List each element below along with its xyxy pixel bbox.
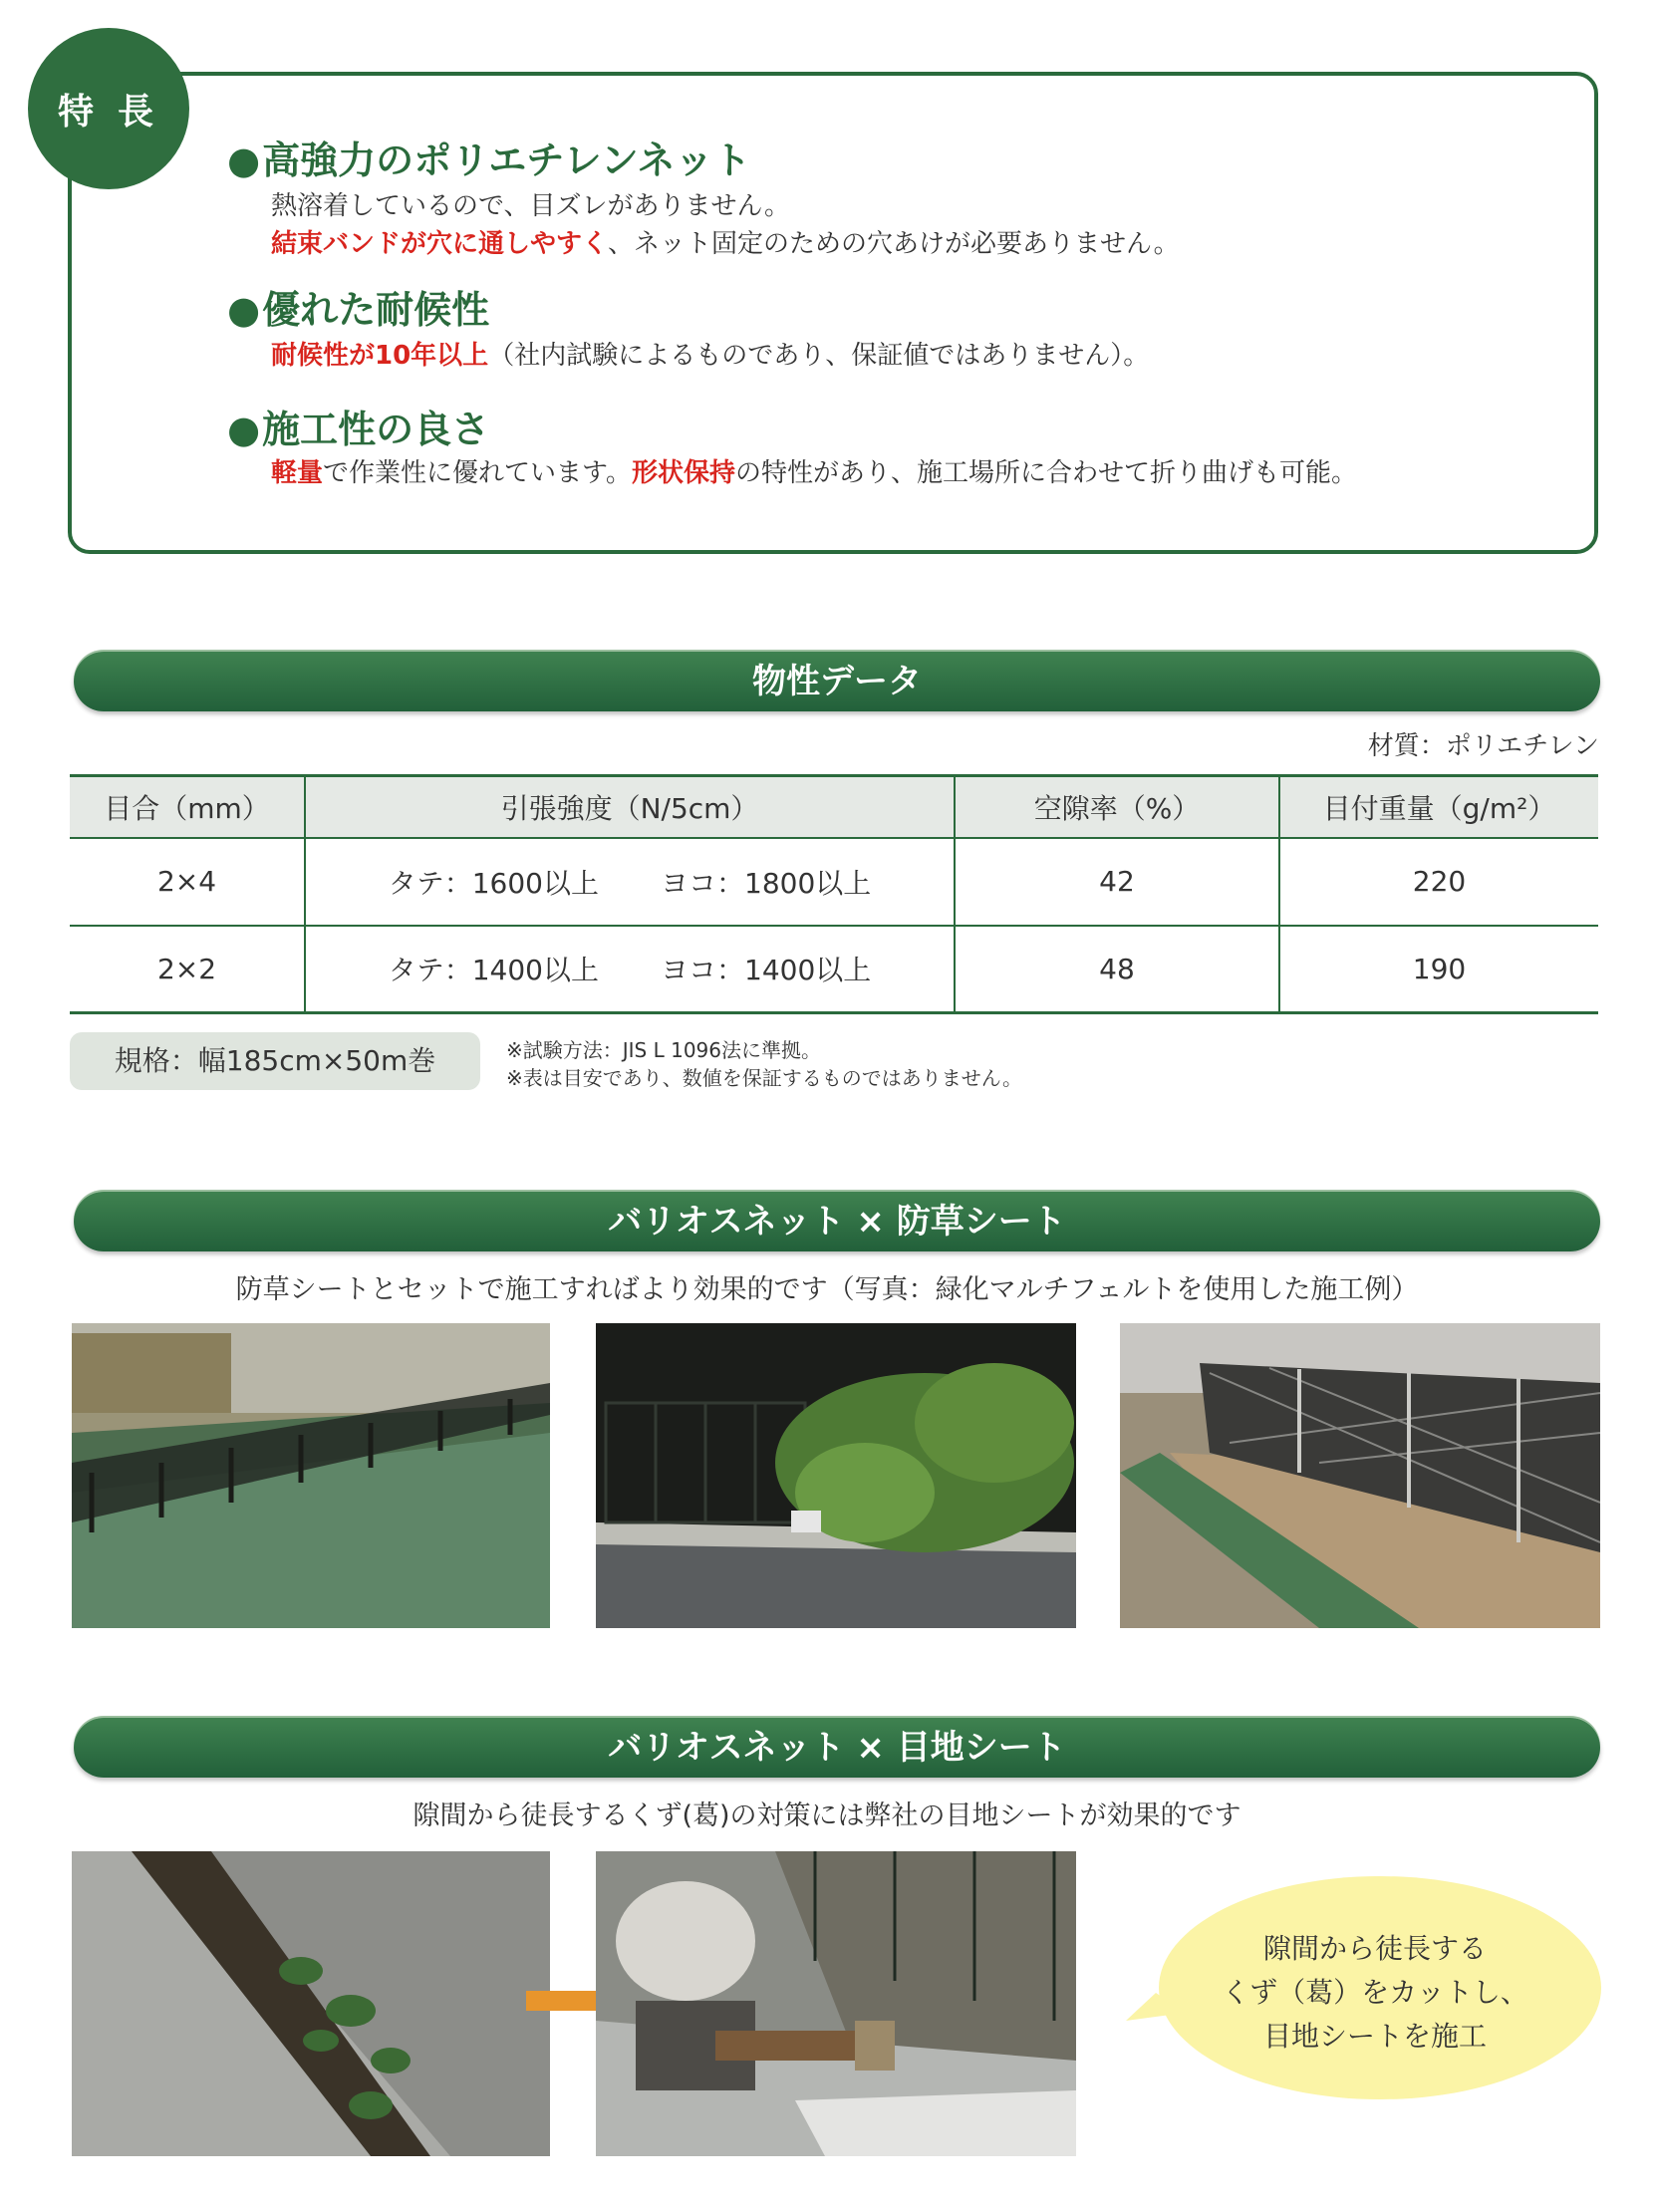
header-porosity: 空隙率（%） xyxy=(955,776,1279,838)
bubble-line-2: くず（葛）をカットし、 xyxy=(1222,1976,1528,2009)
header-weight: 目付重量（g/m²） xyxy=(1279,776,1598,838)
bullet-icon: ● xyxy=(227,288,261,332)
feature-title-workability: ●施工性の良さ xyxy=(227,408,490,451)
header-mesh: 目合（mm） xyxy=(104,791,270,825)
spec-pill: 規格：幅185cm×50m巻 xyxy=(70,1032,480,1090)
table-row xyxy=(70,838,1598,926)
weed-sheet-banner: バリオスネット × 防草シート xyxy=(74,1192,1600,1251)
feature-title-weather: ●優れた耐候性 xyxy=(227,288,490,332)
cell-weight: 190 xyxy=(1279,926,1598,1013)
feature-strength-line2: 結束バンドが穴に通しやすく、ネット固定のための穴あけが必要ありません。 xyxy=(271,229,1180,259)
note-disclaimer: ※表は目安であり、数値を保証するものではありません。 xyxy=(506,1066,1022,1090)
properties-table xyxy=(70,774,1598,1014)
cell-tensile: タテ：1600以上 ヨコ：1800以上 xyxy=(305,838,955,926)
feature-title-strength: ●高強力のポリエチレンネット xyxy=(227,138,751,182)
cell-mesh: 2×4 xyxy=(156,865,217,898)
bubble-line-3: 目地シートを施工 xyxy=(1262,2020,1487,2053)
feature-strength-line1: 熱溶着しているので、目ズレがありません。 xyxy=(271,191,791,221)
cell-mesh: 2×2 xyxy=(156,952,217,985)
header-tensile: 引張強度（N/5cm） xyxy=(305,776,955,838)
weed-sheet-caption: 防草シートとセットで施工すればより効果的です（写真：緑化マルチフェルトを使用した施工例） xyxy=(235,1274,1419,1305)
joint-sheet-banner: バリオスネット × 目地シート xyxy=(74,1718,1600,1778)
cell-weight: 220 xyxy=(1279,838,1598,926)
properties-banner: 物性データ xyxy=(74,652,1600,711)
photo-weed-slope xyxy=(72,1323,550,1628)
feature-workability-line1: 軽量で作業性に優れています。形状保持の特性があり、施工場所に合わせて折り曲げも可能。 xyxy=(271,458,1357,488)
cell-porosity: 48 xyxy=(955,926,1279,1013)
bullet-icon: ● xyxy=(227,408,261,451)
features-badge-label: 特長 xyxy=(57,91,177,133)
feature-weather-line1: 耐候性が10年以上（社内試験によるものであり、保証値ではありません）。 xyxy=(271,341,1150,371)
features-badge xyxy=(28,28,189,189)
photo-weed-fence-ivy xyxy=(596,1323,1076,1628)
photo-cutting-work xyxy=(596,1851,1076,2156)
bullet-icon: ● xyxy=(227,138,261,182)
material-label: 材質：ポリエチレン xyxy=(1367,731,1599,761)
note-test-method: ※試験方法：JIS L 1096法に準拠。 xyxy=(506,1038,822,1062)
table-row xyxy=(70,926,1598,1013)
bubble-line-1: 隙間から徒長する xyxy=(1262,1932,1487,1965)
joint-sheet-caption: 隙間から徒長するくず(葛)の対策には弊社の目地シートが効果的です xyxy=(413,1800,1241,1831)
photo-kudzu-gap xyxy=(72,1851,550,2156)
photo-weed-long-fence xyxy=(1120,1323,1600,1628)
table-header-row xyxy=(70,776,1598,838)
cell-tensile: タテ：1400以上 ヨコ：1400以上 xyxy=(305,926,955,1013)
cell-porosity: 42 xyxy=(955,838,1279,926)
